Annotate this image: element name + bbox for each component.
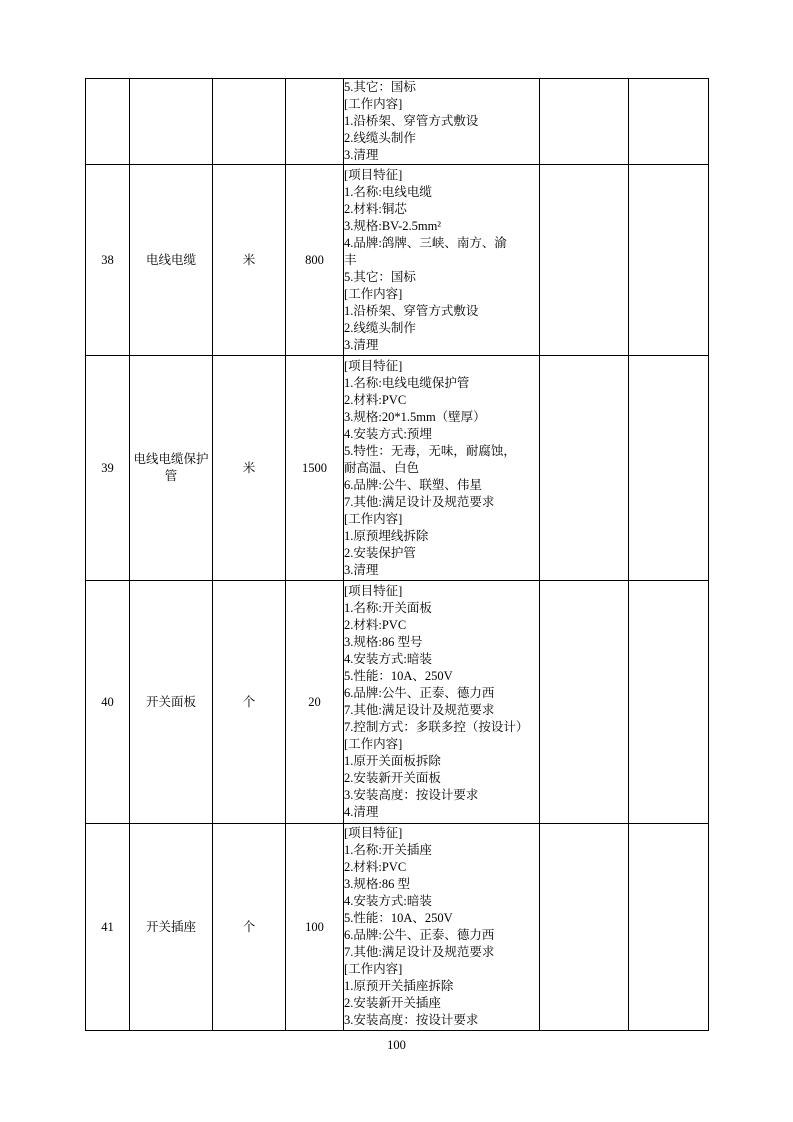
description-line: 1.沿桥架、穿管方式敷设 <box>344 114 479 128</box>
description-line: 2.安装保护管 <box>344 545 416 560</box>
description-line: 3.规格:86 型 <box>344 877 410 891</box>
description-line: 3.清理 <box>344 148 379 162</box>
description-line: [工作内容] <box>344 286 403 301</box>
description-line: [工作内容] <box>344 737 403 751</box>
description-line: 丰 <box>344 252 357 267</box>
total-price-cell <box>629 356 709 581</box>
description-line: 1.名称:电线电缆 <box>344 184 432 199</box>
description-line: 3.清理 <box>344 337 379 352</box>
description-line: 5.特性：无毒，无味，耐腐蚀， <box>344 443 516 458</box>
item-description-cell <box>344 79 540 165</box>
unit-cell: 个 <box>213 581 286 824</box>
description-line: 3.规格:20*1.5mm（壁厚） <box>344 409 486 424</box>
item-name-cell: 电线电缆保护管 <box>130 356 213 581</box>
unit-price-cell <box>540 581 629 824</box>
description-line: 7.控制方式：多联多控（按设计） <box>344 720 529 734</box>
description-line: 3.规格:86 型号 <box>344 635 423 649</box>
table-row <box>86 165 709 356</box>
description-line: [项目特征] <box>344 584 403 598</box>
table-row <box>86 824 709 1031</box>
description-line: 耐高温、白色 <box>344 460 420 475</box>
quantity-cell: 800 <box>286 165 344 356</box>
description-line: [工作内容] <box>344 511 403 526</box>
description-line: 4.品牌:鸽牌、三峡、南方、渝 <box>344 235 507 250</box>
unit-price-cell <box>540 356 629 581</box>
description-line: 2.材料:PVC <box>344 860 407 874</box>
quantity-cell <box>286 79 344 165</box>
total-price-cell <box>629 79 709 165</box>
description-line: [项目特征] <box>344 826 403 840</box>
item-description-cell <box>344 165 540 356</box>
description-line: 5.其它：国标 <box>344 269 416 284</box>
description-line: 6.品牌:公牛、正泰、德力西 <box>344 928 495 942</box>
table-row <box>86 356 709 581</box>
table-row <box>86 581 709 824</box>
item-number-cell: 38 <box>86 165 130 356</box>
item-description-cell <box>344 581 540 824</box>
description-line: 1.名称:开关面板 <box>344 601 432 615</box>
description-line: 1.原预开关插座拆除 <box>344 979 454 993</box>
total-price-cell <box>629 581 709 824</box>
description-line: 5.性能：10A、250V <box>344 669 453 683</box>
description-line: 7.其他:满足设计及规范要求 <box>344 945 495 959</box>
description-line: 3.安装高度：按设计要求 <box>344 788 479 802</box>
description-line: 6.品牌:公牛、正泰、德力西 <box>344 686 495 700</box>
description-line: 1.名称:电线电缆保护管 <box>344 375 470 390</box>
description-line: 2.材料:铜芯 <box>344 201 407 216</box>
item-name-cell: 开关面板 <box>130 581 213 824</box>
unit-cell <box>213 79 286 165</box>
item-number-cell: 40 <box>86 581 130 824</box>
description-line: [工作内容] <box>344 962 403 976</box>
total-price-cell <box>629 165 709 356</box>
description-line: 5.性能：10A、250V <box>344 911 453 925</box>
description-line: 4.安装方式:暗装 <box>344 652 432 666</box>
page-number: 100 <box>387 1038 406 1052</box>
item-number-cell: 39 <box>86 356 130 581</box>
description-line: [工作内容] <box>344 97 403 111</box>
description-line: 4.安装方式:预埋 <box>344 426 432 441</box>
description-line: 1.原预埋线拆除 <box>344 528 429 543</box>
description-line: 1.沿桥架、穿管方式敷设 <box>344 303 479 318</box>
description-line: 4.安装方式:暗装 <box>344 894 432 908</box>
unit-cell: 个 <box>213 824 286 1031</box>
unit-price-cell <box>540 165 629 356</box>
description-line: 2.材料:PVC <box>344 618 407 632</box>
description-line: 2.安装新开关面板 <box>344 771 441 785</box>
description-line: 3.规格:BV-2.5mm² <box>344 218 442 233</box>
description-line: 4.清理 <box>344 805 379 819</box>
description-line: 7.其他:满足设计及规范要求 <box>344 703 495 717</box>
quantity-cell: 100 <box>286 824 344 1031</box>
description-line: 7.其他:满足设计及规范要求 <box>344 494 495 509</box>
quantity-cell: 20 <box>286 581 344 824</box>
unit-price-cell <box>540 824 629 1031</box>
description-line: 1.名称:开关插座 <box>344 843 432 857</box>
item-name-cell <box>130 79 213 165</box>
description-line: 2.安装新开关插座 <box>344 996 441 1010</box>
description-line: [项目特征] <box>344 358 403 373</box>
description-line: [项目特征] <box>344 167 403 182</box>
unit-price-cell <box>540 79 629 165</box>
description-line: 2.材料:PVC <box>344 392 407 407</box>
quantity-cell: 1500 <box>286 356 344 581</box>
item-name-cell: 开关插座 <box>130 824 213 1031</box>
item-number-cell <box>86 79 130 165</box>
unit-cell: 米 <box>213 165 286 356</box>
table-row <box>86 79 709 165</box>
item-number-cell: 41 <box>86 824 130 1031</box>
description-line: 3.安装高度：按设计要求 <box>344 1013 479 1027</box>
item-description-cell <box>344 824 540 1031</box>
item-description-cell <box>344 356 540 581</box>
table-body <box>86 79 709 1031</box>
description-line: 2.线缆头制作 <box>344 131 416 145</box>
description-line: 1.原开关面板拆除 <box>344 754 441 768</box>
description-line: 3.清理 <box>344 562 379 577</box>
total-price-cell <box>629 824 709 1031</box>
bill-of-quantities-table <box>85 78 709 1031</box>
description-line: 5.其它：国标 <box>344 80 416 94</box>
description-line: 2.线缆头制作 <box>344 320 416 335</box>
unit-cell: 米 <box>213 356 286 581</box>
item-name-cell: 电线电缆 <box>130 165 213 356</box>
description-line: 6.品牌:公牛、联塑、伟星 <box>344 477 482 492</box>
